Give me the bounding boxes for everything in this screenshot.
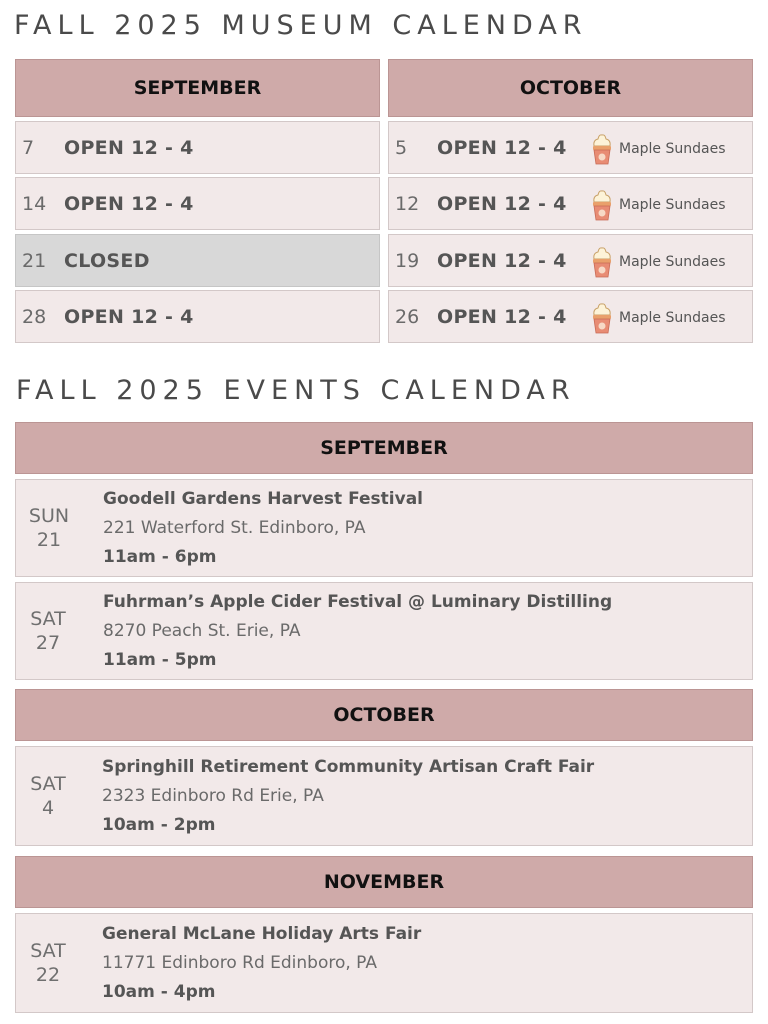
event-date bbox=[16, 583, 80, 679]
day-number: 14 bbox=[22, 192, 47, 215]
day-hours: OPEN 12 - 4 bbox=[437, 136, 567, 159]
event-weekday: SAT bbox=[30, 608, 66, 630]
day-hours: OPEN 12 - 4 bbox=[64, 192, 194, 215]
event-address: 2323 Edinboro Rd Erie, PA bbox=[102, 786, 324, 806]
event-name: Fuhrman’s Apple Cider Festival @ Luminary Distilling bbox=[103, 592, 613, 612]
event-card-apple-cider-festival bbox=[15, 582, 753, 680]
sundae-icon bbox=[591, 246, 613, 278]
event-address: 221 Waterford St. Edinboro, PA bbox=[103, 518, 366, 538]
event-day: 27 bbox=[35, 632, 61, 654]
museum-calendar-title: FALL 2025 MUSEUM CALENDAR bbox=[14, 10, 588, 41]
museum-day-oct-26 bbox=[388, 290, 753, 343]
museum-day-sep-7 bbox=[15, 121, 380, 174]
event-time: 11am - 5pm bbox=[103, 650, 217, 670]
treat-label: Maple Sundaes bbox=[619, 141, 726, 157]
day-number: 5 bbox=[395, 136, 408, 159]
day-hours: OPEN 12 - 4 bbox=[437, 192, 567, 215]
event-name: General McLane Holiday Arts Fair bbox=[102, 924, 422, 944]
events-calendar-title: FALL 2025 EVENTS CALENDAR bbox=[16, 375, 576, 406]
day-hours: OPEN 12 - 4 bbox=[437, 305, 567, 328]
event-weekday: SAT bbox=[30, 773, 66, 795]
treat-label: Maple Sundaes bbox=[619, 197, 726, 213]
event-card-mclane-holiday-fair bbox=[15, 913, 753, 1013]
event-date bbox=[16, 747, 80, 845]
museum-september-header: SEPTEMBER bbox=[15, 59, 380, 117]
day-number: 19 bbox=[395, 249, 420, 272]
event-card-goodell-gardens bbox=[15, 479, 753, 577]
event-date bbox=[16, 914, 80, 1012]
day-hours: OPEN 12 - 4 bbox=[64, 305, 194, 328]
event-card-springhill-craft-fair bbox=[15, 746, 753, 846]
event-time: 10am - 4pm bbox=[102, 982, 216, 1002]
event-name: Springhill Retirement Community Artisan Craft Fair bbox=[102, 757, 595, 777]
day-number: 21 bbox=[22, 249, 47, 272]
museum-october-header: OCTOBER bbox=[388, 59, 753, 117]
event-day: 22 bbox=[35, 964, 61, 986]
museum-day-sep-28 bbox=[15, 290, 380, 343]
day-hours: OPEN 12 - 4 bbox=[64, 136, 194, 159]
sundae-icon bbox=[591, 189, 613, 221]
museum-day-oct-12 bbox=[388, 177, 753, 230]
event-name: Goodell Gardens Harvest Festival bbox=[103, 489, 423, 509]
event-day: 4 bbox=[41, 797, 55, 819]
treat-label: Maple Sundaes bbox=[619, 310, 726, 326]
day-number: 28 bbox=[22, 305, 47, 328]
treat-label: Maple Sundaes bbox=[619, 254, 726, 270]
day-number: 12 bbox=[395, 192, 420, 215]
event-address: 8270 Peach St. Erie, PA bbox=[103, 621, 301, 641]
museum-day-sep-14 bbox=[15, 177, 380, 230]
day-number: 7 bbox=[22, 136, 35, 159]
event-address: 11771 Edinboro Rd Edinboro, PA bbox=[102, 953, 377, 973]
museum-day-sep-21-closed bbox=[15, 234, 380, 287]
day-hours: CLOSED bbox=[64, 249, 150, 272]
museum-day-oct-19 bbox=[388, 234, 753, 287]
event-weekday: SUN bbox=[28, 505, 70, 527]
day-number: 26 bbox=[395, 305, 420, 328]
events-october-header: OCTOBER bbox=[15, 689, 753, 741]
event-day: 21 bbox=[36, 529, 62, 551]
events-november-header: NOVEMBER bbox=[15, 856, 753, 908]
events-september-header: SEPTEMBER bbox=[15, 422, 753, 474]
event-weekday: SAT bbox=[30, 940, 66, 962]
day-hours: OPEN 12 - 4 bbox=[437, 249, 567, 272]
sundae-icon bbox=[591, 133, 613, 165]
event-time: 10am - 2pm bbox=[102, 815, 216, 835]
museum-day-oct-5 bbox=[388, 121, 753, 174]
event-time: 11am - 6pm bbox=[103, 547, 217, 567]
sundae-icon bbox=[591, 302, 613, 334]
event-date bbox=[17, 480, 81, 576]
